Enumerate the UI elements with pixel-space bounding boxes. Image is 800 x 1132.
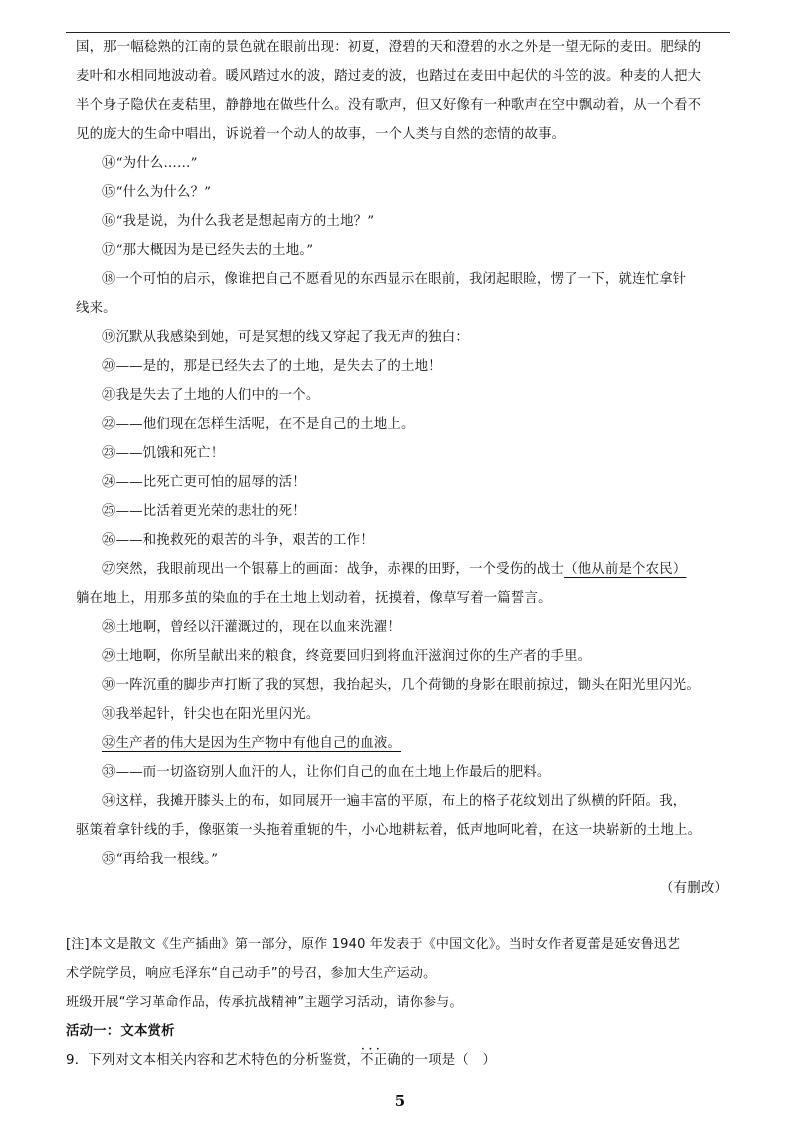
paragraph-line: 半个身子隐伏在麦秸里，静静地在做些什么。没有歌声，但又好像有一种歌声在空中飘动着，从一个看不 <box>76 98 702 113</box>
underlined-sentence: 生产者的伟大是因为生产物中有他自己的血液。 <box>115 736 401 751</box>
paragraph-26: ㉖——和挽救死的艰苦的斗争，艰苦的工作！ <box>102 533 374 548</box>
paragraph-25: ㉕——比活着更光荣的悲壮的死！ <box>102 504 306 519</box>
paragraph-18: ⑱一个可怕的启示，像谁把自己不愿看见的东西显示在眼前，我闭起眼睑，愣了一下，就连忙拿针 <box>102 272 687 287</box>
paragraph-line: 麦叶和水相同地波动着。暖风踏过水的波，踏过麦的波，也踏过在麦田中起伏的斗笠的波。种麦的人把大 <box>76 69 702 84</box>
paragraph-28: ㉘土地啊，曾经以汗灌溉过的，现在以血来洗濯！ <box>102 620 401 635</box>
question-suffix: 的一项是（ ） <box>400 1053 497 1068</box>
paragraph-27-cont: 躺在地上，用那多茧的染血的手在土地上划动着，抚摸着，像草写着一篇誓言。 <box>76 591 552 606</box>
paragraph-33: ㉝——而一切盗窃别人血汗的人，让你们自己的血在土地上作最后的肥料。 <box>102 765 551 780</box>
paragraph-35: ㉟“再给我一根线。” <box>102 852 219 867</box>
paragraph-14: ⑭“为什么……” <box>102 156 198 171</box>
revised-note: （有删改） <box>660 881 728 896</box>
paragraph-17: ⑰“那大概因为是已经失去的土地。” <box>102 243 314 258</box>
paragraph-line: 见的庞大的生命中唱出，诉说着一个动人的故事，一个人类与自然的恋情的故事。 <box>76 127 566 142</box>
paragraph-34-cont: 驱策着拿针线的手，像驱策一头拖着重轭的牛，小心地耕耘着，低声地呵叱着，在这一块崭新的土地上。 <box>76 823 702 838</box>
question-9 <box>66 1046 736 1075</box>
question-emphasis: • • • 不正确 <box>360 1046 401 1075</box>
paragraph-30: ㉚一阵沉重的脚步声打断了我的冥想，我抬起头，几个荷锄的身影在眼前掠过，锄头在阳光里闪光。 <box>102 678 700 693</box>
question-prefix: 9．下列对文本相关内容和艺术特色的分析鉴赏， <box>66 1053 361 1068</box>
activity-title: 活动一：文本赏析 <box>66 1024 175 1039</box>
paragraph-16: ⑯“我是说，为什么我老是想起南方的土地？” <box>102 214 375 229</box>
page-number: 5 <box>394 1092 406 1110</box>
paragraph-22: ㉒——他们现在怎样生活呢，在不是自己的土地上。 <box>102 417 415 432</box>
footnote-line: [注]本文是散文《生产插曲》第一部分，原作 1940 年发表于《中国文化》。当时女作者夏蕾是延安鲁迅艺 <box>66 937 681 952</box>
paragraph-21: ㉑我是失去了土地的人们中的一个。 <box>102 388 320 403</box>
paragraph-18-cont: 线来。 <box>76 301 117 316</box>
paragraph-24: ㉔——比死亡更可怕的屈辱的活！ <box>102 475 306 490</box>
paragraph-31: ㉛我举起针，针尖也在阳光里闪光。 <box>102 707 320 722</box>
paragraph-15: ⑮“什么为什么？” <box>102 185 212 200</box>
paragraph-34: ㉞这样，我摊开膝头上的布，如同展开一遍丰富的平原，布上的格子花纹划出了纵横的阡陌。我， <box>102 794 687 809</box>
paragraph-32-number: ㉜ <box>102 736 116 751</box>
article-body <box>76 33 728 903</box>
activity-intro: 班级开展“学习革命作品，传承抗战精神”主题学习活动，请你参与。 <box>66 995 463 1010</box>
paragraph-29: ㉙土地啊，你所呈献出来的粮食，终竟要回归到将血汗滋润过你的生产者的手里。 <box>102 649 592 664</box>
underlined-phrase: （他从前是个农民） <box>564 562 687 577</box>
paragraph-27 <box>76 555 728 584</box>
paragraph-19: ⑲沉默从我感染到她，可是冥想的线又穿起了我无声的独白： <box>102 330 469 345</box>
footer-section <box>66 930 736 1075</box>
paragraph-line: 国，那一幅稔熟的江南的景色就在眼前出现：初夏，澄碧的天和澄碧的水之外是一望无际的麦田。肥绿的 <box>76 40 702 55</box>
footnote-line: 术学院学员，响应毛泽东“自己动手”的号召，参加大生产运动。 <box>66 966 437 981</box>
paragraph-23: ㉓——饥饿和死亡！ <box>102 446 225 461</box>
paragraph-20: ⑳——是的，那是已经失去了的土地，是失去了的土地！ <box>102 359 442 374</box>
paragraph-27-text: ㉗突然，我眼前现出一个银幕上的画面：战争，赤裸的田野，一个受伤的战士 <box>102 562 565 577</box>
paragraph-32 <box>76 729 728 758</box>
